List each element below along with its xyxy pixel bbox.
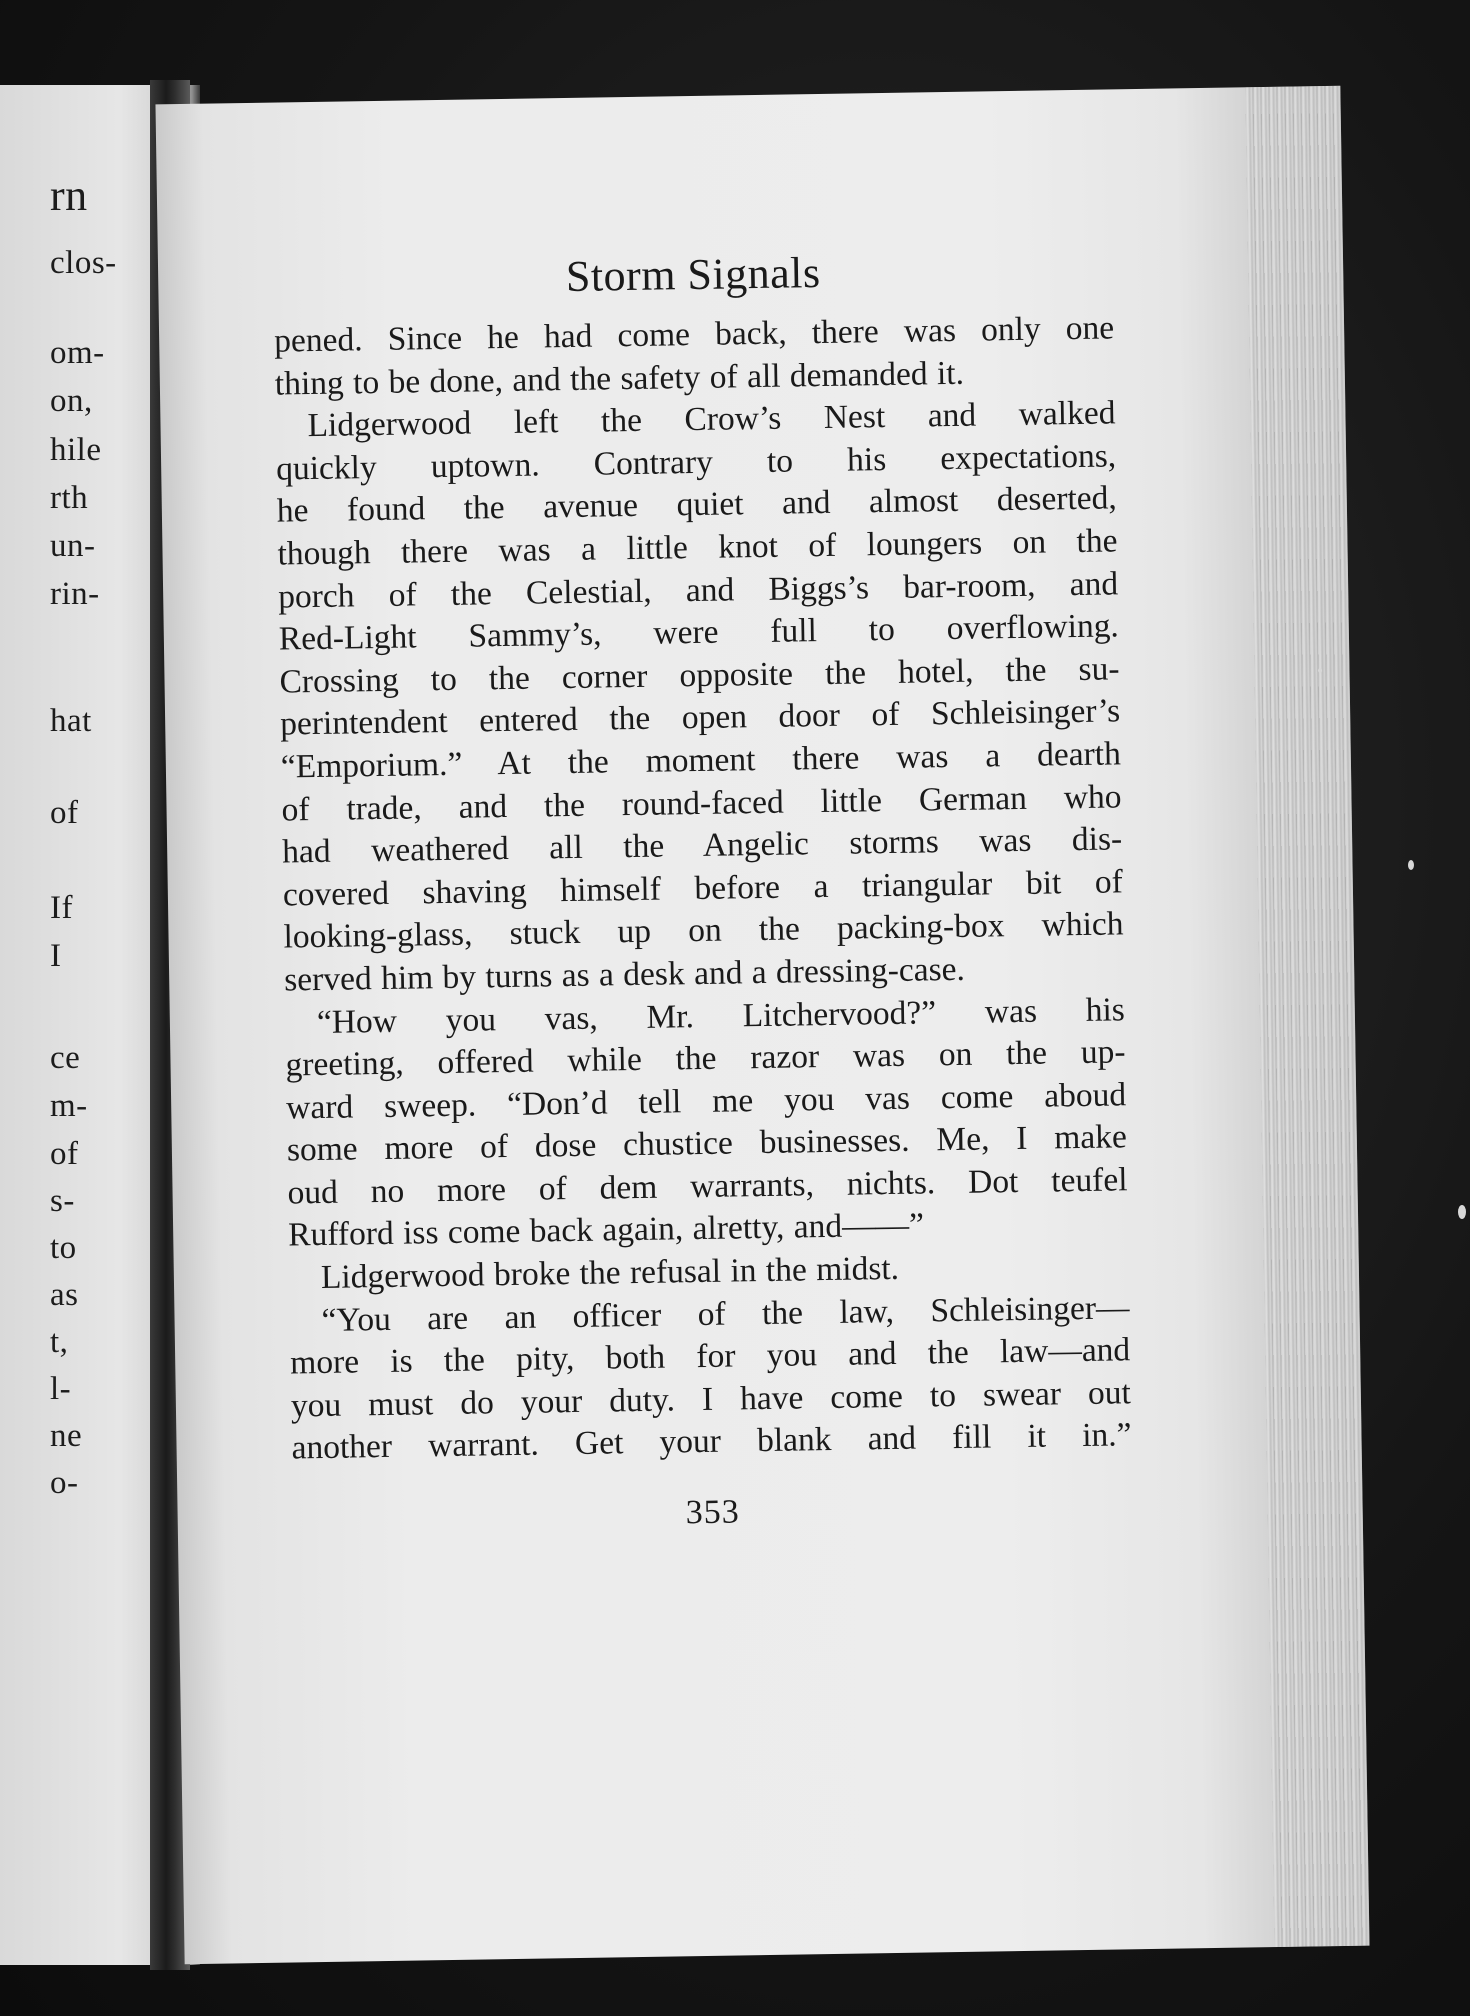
left-page-fragment: to bbox=[50, 1230, 77, 1266]
text-line: “Emporium.” At the moment there was a dearth bbox=[280, 735, 1122, 786]
running-head: Storm Signals bbox=[565, 247, 821, 301]
text-line: Lidgerwood left the Crow’s Nest and walked bbox=[307, 394, 1116, 445]
left-page-fragment: hat bbox=[50, 703, 92, 739]
text-line: ward sweep. “Don’d tell me you vas come aboud bbox=[285, 1075, 1127, 1127]
page-edges bbox=[1245, 86, 1369, 1947]
text-line: another warrant. Get your blank and fill it in.” bbox=[291, 1416, 1132, 1467]
left-page-fragment: ce bbox=[50, 1040, 81, 1076]
left-page-fragment: If bbox=[50, 890, 73, 926]
text-line: looking-glass, stuck up on the packing-box which bbox=[283, 905, 1124, 956]
left-page-fragment: o- bbox=[50, 1465, 79, 1501]
left-page-fragment: l- bbox=[50, 1371, 72, 1407]
left-page-fragment: ne bbox=[50, 1418, 83, 1454]
text-line: more is the pity, both for you and the law—and bbox=[289, 1331, 1131, 1382]
page-number: 353 bbox=[685, 1493, 740, 1532]
text-line: he found the avenue quiet and almost deserted, bbox=[276, 479, 1118, 530]
dust-speck bbox=[1318, 668, 1322, 673]
left-page-fragment: om- bbox=[50, 335, 105, 371]
left-page-fragment: s- bbox=[50, 1183, 75, 1219]
text-line: Red-Light Sammy’s, were full to overflowing. bbox=[278, 607, 1120, 658]
left-page-fragment: as bbox=[50, 1277, 79, 1313]
text-line: perintendent entered the open door of Schleisinger’s bbox=[279, 692, 1121, 743]
text-line: you must do your duty. I have come to swear out bbox=[290, 1374, 1132, 1425]
left-page-fragment: of bbox=[50, 795, 79, 831]
text-line: quickly uptown. Contrary to his expectations, bbox=[275, 437, 1117, 488]
body-text bbox=[274, 307, 1132, 1470]
text-line: covered shaving himself before a triangular bit of bbox=[282, 863, 1124, 914]
left-page-fragment: m- bbox=[50, 1088, 88, 1124]
text-line: pened. Since he had come back, there was only one bbox=[273, 309, 1115, 360]
text-line: “You are an officer of the law, Schleisinger— bbox=[321, 1288, 1130, 1339]
text-line: porch of the Celestial, and Biggs’s bar-room, and bbox=[277, 564, 1119, 616]
text-line: some more of dose chustice businesses. Me, I make bbox=[286, 1118, 1128, 1169]
text-line: had weathered all the Angelic storms was dis- bbox=[281, 820, 1123, 871]
text-line: greeting, offered while the razor was on the up- bbox=[285, 1033, 1126, 1084]
right-page bbox=[155, 86, 1369, 1964]
left-page-fragment: hile bbox=[50, 432, 102, 468]
text-line: oud no more of dem warrants, nichts. Dot teufel bbox=[287, 1161, 1128, 1212]
left-page-fragment: I bbox=[50, 938, 62, 974]
left-page-fragment: t, bbox=[50, 1324, 69, 1360]
left-page-fragment: rth bbox=[50, 480, 89, 516]
left-page-fragment: rn bbox=[50, 171, 88, 220]
text-line: “How you vas, Mr. Litchervood?” was his bbox=[316, 990, 1126, 1041]
text-line: thing to be done, and the safety of all demanded it. bbox=[274, 354, 965, 403]
left-page-fragment: of bbox=[50, 1136, 79, 1172]
text-line: Crossing to the corner opposite the hotel, the su- bbox=[279, 650, 1120, 701]
text-line: Rufford iss come back again, alretty, and——” bbox=[287, 1206, 925, 1254]
left-page-fragment: rin- bbox=[50, 576, 100, 612]
text-line: served him by turns as a desk and a dressing-case. bbox=[283, 950, 966, 999]
left-page-fragment: un- bbox=[50, 528, 96, 564]
left-page-fragment: on, bbox=[50, 383, 93, 419]
text-line: Lidgerwood broke the refusal in the midst. bbox=[320, 1249, 900, 1297]
page-content bbox=[273, 239, 1133, 1538]
left-page-fragment: clos- bbox=[50, 245, 117, 281]
dust-speck bbox=[1408, 860, 1414, 870]
text-line: though there was a little knot of loungers on the bbox=[277, 522, 1118, 573]
text-line: of trade, and the round-faced little German who bbox=[281, 777, 1122, 829]
dust-speck bbox=[1458, 1205, 1466, 1219]
